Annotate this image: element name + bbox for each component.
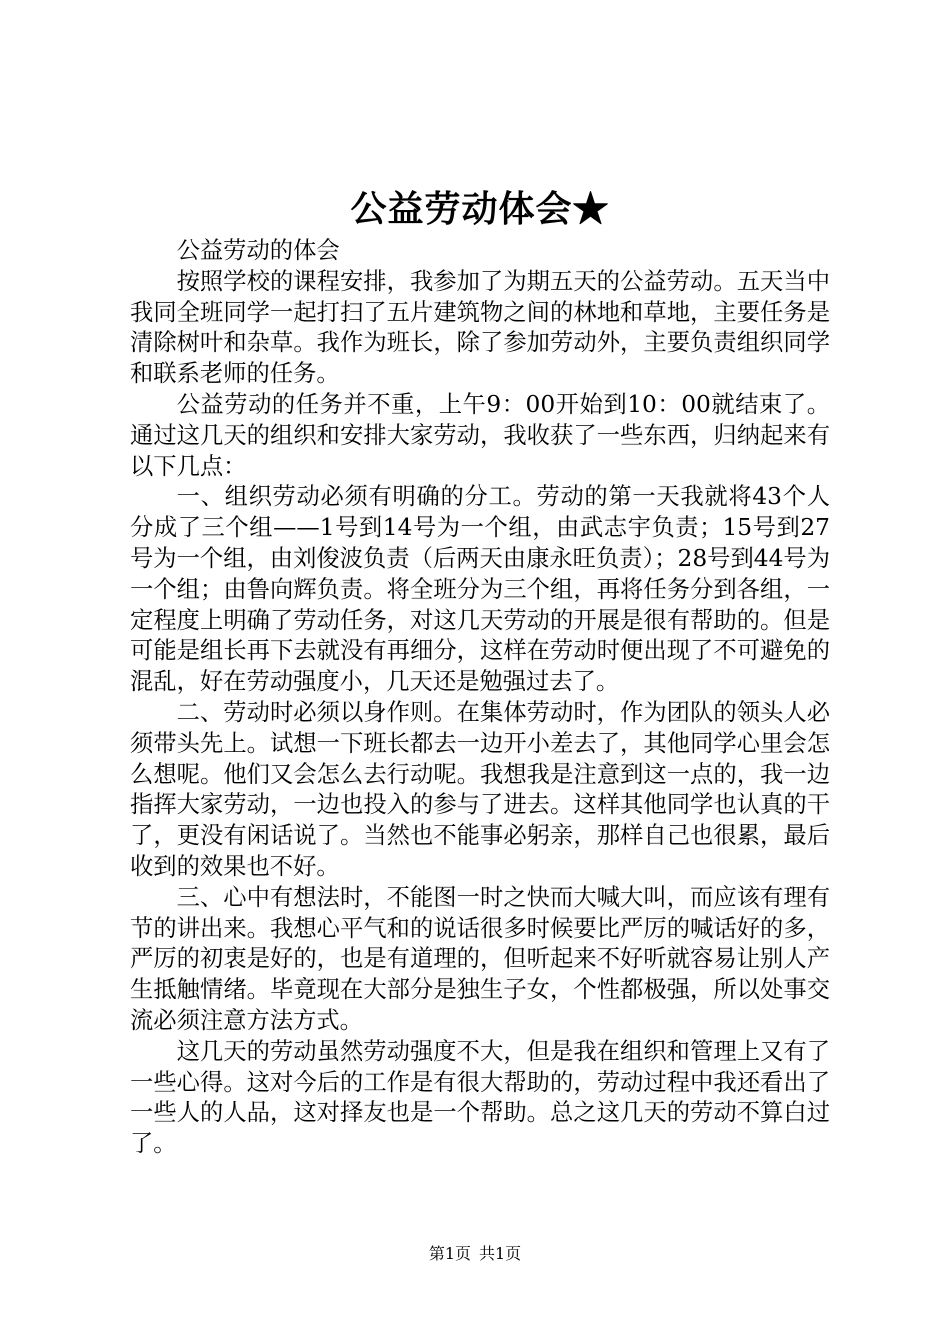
document-title: 公益劳动体会★ (350, 188, 610, 230)
paragraph-point-2: 二、劳动时必须以身作则。在集体劳动时，作为团队的领头人必须带头先上。试想一下班长都去一边开小差去了，其他同学心里会怎么想呢。他们又会怎么去行动呢。我想我是注意到这一点的，我一边指挥大家劳动，一边也投入的参与了进去。这样其他同学也认真的干了，更没有闲话说了。当然也不能事必躬亲，那样自己也很累，最后收到的效果也不好。 (130, 698, 830, 880)
page-footer (0, 1242, 950, 1266)
paragraph-summary: 公益劳动的任务并不重，上午9：00开始到10：00就结束了。通过这几天的组织和安排大家劳动，我收获了一些东西，归纳起来有以下几点： (130, 390, 830, 480)
paragraph-subtitle: 公益劳动的体会 (176, 237, 340, 264)
paragraph-point-1: 一、组织劳动必须有明确的分工。劳动的第一天我就将43个人分成了三个组——1号到14号为一个组，由武志宇负责；15号到27号为一个组，由刘俊波负责（后两天由康永旺负责）；28号到44号为一个组；由鲁向辉负责。将全班分为三个组，再将任务分到各组，一定程度上明确了劳动任务，对这几天劳动的开展是很有帮助的。但是可能是组长再下去就没有再细分，这样在劳动时便出现了不可避免的混乱，好在劳动强度小，几天还是勉强过去了。 (130, 483, 830, 696)
document-page (130, 182, 830, 1160)
page-number-current: 第1页 (428, 1244, 471, 1263)
paragraph-point-3: 三、心中有想法时，不能图一时之快而大喊大叫，而应该有理有节的讲出来。我想心平气和的说话很多时候要比严厉的喊话好的多，严厉的初衷是好的，也是有道理的，但听起来不好听就容易让别人产生抵触情绪。毕竟现在大部分是独生子女，个性都极强，所以处事交流必须注意方法方式。 (130, 883, 830, 1034)
paragraph-conclusion: 这几天的劳动虽然劳动强度不大，但是我在组织和管理上又有了一些心得。这对今后的工作是有很大帮助的，劳动过程中我还看出了一些人的人品，这对择友也是一个帮助。总之这几天的劳动不算白过了。 (130, 1037, 830, 1158)
paragraph-intro: 按照学校的课程安排，我参加了为期五天的公益劳动。五天当中我同全班同学一起打扫了五片建筑物之间的林地和草地，主要任务是清除树叶和杂草。我作为班长，除了参加劳动外，主要负责组织同学和联系老师的任务。 (130, 267, 830, 388)
page-number-total: 共1页 (479, 1244, 522, 1263)
